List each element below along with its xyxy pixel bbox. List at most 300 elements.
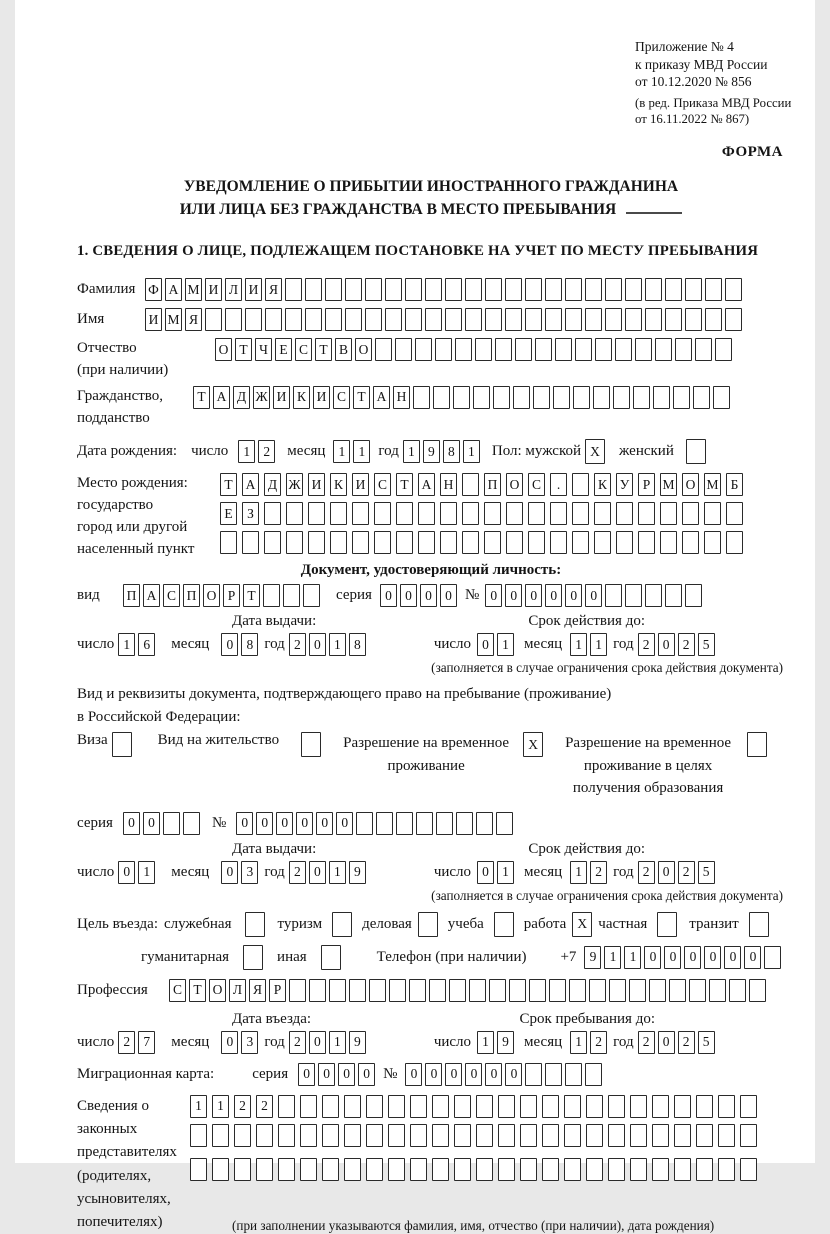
char-box[interactable] [212, 1124, 229, 1147]
char-box[interactable] [432, 1095, 449, 1118]
char-box[interactable] [440, 502, 457, 525]
char-box[interactable]: 1 [329, 861, 346, 884]
char-box[interactable] [608, 1158, 625, 1181]
char-box[interactable]: 1 [604, 946, 621, 969]
char-box[interactable] [565, 1063, 582, 1086]
char-box[interactable] [286, 531, 303, 554]
char-box[interactable] [629, 979, 646, 1002]
char-box[interactable] [509, 979, 526, 1002]
char-box[interactable]: Т [353, 386, 370, 409]
char-box[interactable] [625, 308, 642, 331]
char-box[interactable]: С [163, 584, 180, 607]
char-box[interactable]: 1 [333, 440, 350, 463]
char-box[interactable] [344, 1158, 361, 1181]
char-box[interactable] [489, 979, 506, 1002]
char-box[interactable] [573, 386, 590, 409]
char-box[interactable]: 7 [138, 1031, 155, 1054]
char-box[interactable]: 0 [505, 1063, 522, 1086]
char-box[interactable]: 0 [704, 946, 721, 969]
char-box[interactable] [564, 1095, 581, 1118]
char-box[interactable]: М [165, 308, 182, 331]
char-box[interactable] [718, 1124, 735, 1147]
char-box[interactable]: 1 [329, 633, 346, 656]
char-box[interactable]: З [242, 502, 259, 525]
char-box[interactable] [638, 502, 655, 525]
char-box[interactable] [305, 308, 322, 331]
char-box[interactable] [243, 945, 263, 970]
char-box[interactable] [462, 502, 479, 525]
char-box[interactable] [528, 502, 545, 525]
char-box[interactable]: 1 [477, 1031, 494, 1054]
char-box[interactable]: 0 [316, 812, 333, 835]
char-box[interactable]: С [374, 473, 391, 496]
char-box[interactable] [356, 812, 373, 835]
char-box[interactable]: 1 [590, 633, 607, 656]
char-box[interactable]: И [352, 473, 369, 496]
char-box[interactable]: М [185, 278, 202, 301]
char-box[interactable] [462, 531, 479, 554]
char-box[interactable]: П [123, 584, 140, 607]
char-box[interactable] [322, 1095, 339, 1118]
char-box[interactable]: Т [220, 473, 237, 496]
char-box[interactable] [674, 1158, 691, 1181]
char-box[interactable] [674, 1124, 691, 1147]
char-box[interactable] [715, 338, 732, 361]
char-box[interactable]: 0 [440, 584, 457, 607]
char-box[interactable]: О [209, 979, 226, 1002]
char-box[interactable]: А [418, 473, 435, 496]
char-box[interactable] [564, 1158, 581, 1181]
char-box[interactable]: 9 [349, 861, 366, 884]
char-box[interactable] [454, 1124, 471, 1147]
char-box[interactable] [498, 1095, 515, 1118]
char-box[interactable]: 0 [658, 633, 675, 656]
char-box[interactable] [652, 1095, 669, 1118]
char-box[interactable]: 0 [525, 584, 542, 607]
char-box[interactable] [289, 979, 306, 1002]
char-box[interactable]: 0 [724, 946, 741, 969]
char-box[interactable]: 1 [463, 440, 480, 463]
char-box[interactable]: Т [243, 584, 260, 607]
char-box[interactable]: 1 [624, 946, 641, 969]
char-box[interactable] [635, 338, 652, 361]
char-box[interactable]: 0 [296, 812, 313, 835]
char-box[interactable]: В [335, 338, 352, 361]
char-box[interactable] [234, 1158, 251, 1181]
char-box[interactable] [605, 278, 622, 301]
char-box[interactable] [410, 1095, 427, 1118]
char-box[interactable] [609, 979, 626, 1002]
char-box[interactable]: X [572, 912, 592, 937]
char-box[interactable] [493, 386, 510, 409]
char-box[interactable]: А [373, 386, 390, 409]
char-box[interactable]: 0 [420, 584, 437, 607]
char-box[interactable]: Ф [145, 278, 162, 301]
char-box[interactable] [572, 531, 589, 554]
char-box[interactable]: Б [726, 473, 743, 496]
char-box[interactable] [725, 278, 742, 301]
char-box[interactable]: 8 [349, 633, 366, 656]
char-box[interactable] [163, 812, 180, 835]
char-box[interactable]: С [333, 386, 350, 409]
char-box[interactable] [674, 1095, 691, 1118]
char-box[interactable]: Я [265, 278, 282, 301]
char-box[interactable]: 9 [497, 1031, 514, 1054]
char-box[interactable] [454, 1095, 471, 1118]
char-box[interactable] [725, 308, 742, 331]
char-box[interactable]: 1 [238, 440, 255, 463]
char-box[interactable]: И [313, 386, 330, 409]
char-box[interactable] [366, 1124, 383, 1147]
char-box[interactable] [365, 308, 382, 331]
char-box[interactable] [695, 338, 712, 361]
char-box[interactable]: 5 [698, 861, 715, 884]
char-box[interactable] [190, 1124, 207, 1147]
char-box[interactable]: 0 [664, 946, 681, 969]
char-box[interactable] [594, 502, 611, 525]
char-box[interactable] [405, 308, 422, 331]
char-box[interactable] [476, 1158, 493, 1181]
char-box[interactable] [575, 338, 592, 361]
char-box[interactable]: 0 [298, 1063, 315, 1086]
char-box[interactable] [645, 308, 662, 331]
char-box[interactable]: 0 [336, 812, 353, 835]
char-box[interactable] [726, 531, 743, 554]
char-box[interactable] [749, 979, 766, 1002]
char-box[interactable]: И [273, 386, 290, 409]
char-box[interactable]: Д [233, 386, 250, 409]
char-box[interactable]: 0 [405, 1063, 422, 1086]
char-box[interactable] [418, 912, 438, 937]
char-box[interactable] [234, 1124, 251, 1147]
char-box[interactable]: 0 [338, 1063, 355, 1086]
char-box[interactable] [303, 584, 320, 607]
char-box[interactable]: 0 [221, 1031, 238, 1054]
char-box[interactable] [585, 278, 602, 301]
char-box[interactable] [653, 386, 670, 409]
char-box[interactable]: Ж [286, 473, 303, 496]
char-box[interactable] [425, 308, 442, 331]
char-box[interactable] [352, 502, 369, 525]
char-box[interactable] [212, 1158, 229, 1181]
char-box[interactable] [285, 278, 302, 301]
char-box[interactable] [332, 912, 352, 937]
char-box[interactable]: 2 [678, 861, 695, 884]
char-box[interactable] [496, 812, 513, 835]
char-box[interactable]: 9 [349, 1031, 366, 1054]
char-box[interactable]: 0 [425, 1063, 442, 1086]
char-box[interactable]: 2 [234, 1095, 251, 1118]
char-box[interactable]: 0 [445, 1063, 462, 1086]
char-box[interactable] [190, 1158, 207, 1181]
char-box[interactable]: А [143, 584, 160, 607]
char-box[interactable] [705, 308, 722, 331]
char-box[interactable]: С [528, 473, 545, 496]
char-box[interactable] [545, 308, 562, 331]
char-box[interactable]: О [682, 473, 699, 496]
char-box[interactable] [549, 979, 566, 1002]
char-box[interactable] [605, 584, 622, 607]
char-box[interactable] [608, 1095, 625, 1118]
char-box[interactable] [425, 278, 442, 301]
char-box[interactable]: 9 [584, 946, 601, 969]
char-box[interactable] [565, 278, 582, 301]
char-box[interactable] [740, 1158, 757, 1181]
char-box[interactable] [396, 531, 413, 554]
char-box[interactable]: 0 [465, 1063, 482, 1086]
char-box[interactable]: 1 [212, 1095, 229, 1118]
char-box[interactable] [525, 278, 542, 301]
char-box[interactable] [325, 308, 342, 331]
char-box[interactable]: 5 [698, 1031, 715, 1054]
char-box[interactable]: 5 [698, 633, 715, 656]
char-box[interactable] [418, 531, 435, 554]
char-box[interactable] [585, 1063, 602, 1086]
char-box[interactable] [476, 1124, 493, 1147]
char-box[interactable]: А [213, 386, 230, 409]
char-box[interactable]: 2 [678, 633, 695, 656]
char-box[interactable] [594, 531, 611, 554]
char-box[interactable] [462, 473, 479, 496]
char-box[interactable]: К [330, 473, 347, 496]
char-box[interactable] [593, 386, 610, 409]
char-box[interactable] [286, 502, 303, 525]
char-box[interactable]: 1 [570, 1031, 587, 1054]
char-box[interactable]: 0 [236, 812, 253, 835]
char-box[interactable] [709, 979, 726, 1002]
char-box[interactable]: 0 [477, 633, 494, 656]
char-box[interactable] [242, 531, 259, 554]
char-box[interactable] [445, 308, 462, 331]
char-box[interactable] [308, 531, 325, 554]
char-box[interactable] [506, 531, 523, 554]
char-box[interactable]: О [355, 338, 372, 361]
char-box[interactable]: 2 [638, 633, 655, 656]
char-box[interactable] [505, 308, 522, 331]
char-box[interactable] [535, 338, 552, 361]
char-box[interactable]: 1 [329, 1031, 346, 1054]
char-box[interactable]: Т [235, 338, 252, 361]
char-box[interactable] [365, 278, 382, 301]
char-box[interactable]: П [484, 473, 501, 496]
char-box[interactable] [396, 812, 413, 835]
char-box[interactable] [608, 1124, 625, 1147]
char-box[interactable] [555, 338, 572, 361]
char-box[interactable] [245, 308, 262, 331]
char-box[interactable] [112, 732, 132, 757]
char-box[interactable]: Л [225, 278, 242, 301]
char-box[interactable] [440, 531, 457, 554]
char-box[interactable]: 0 [658, 1031, 675, 1054]
char-box[interactable] [433, 386, 450, 409]
char-box[interactable] [418, 502, 435, 525]
char-box[interactable] [322, 1124, 339, 1147]
char-box[interactable] [301, 732, 321, 757]
char-box[interactable] [685, 278, 702, 301]
char-box[interactable] [344, 1124, 361, 1147]
char-box[interactable] [565, 308, 582, 331]
char-box[interactable] [205, 308, 222, 331]
char-box[interactable] [473, 386, 490, 409]
char-box[interactable]: 0 [400, 584, 417, 607]
char-box[interactable] [685, 584, 702, 607]
char-box[interactable] [416, 812, 433, 835]
char-box[interactable] [649, 979, 666, 1002]
char-box[interactable]: 0 [485, 1063, 502, 1086]
char-box[interactable] [652, 1158, 669, 1181]
char-box[interactable]: 0 [221, 861, 238, 884]
char-box[interactable]: X [523, 732, 543, 757]
char-box[interactable] [410, 1158, 427, 1181]
char-box[interactable] [352, 531, 369, 554]
char-box[interactable]: 1 [138, 861, 155, 884]
char-box[interactable] [616, 531, 633, 554]
char-box[interactable] [278, 1095, 295, 1118]
char-box[interactable] [465, 308, 482, 331]
char-box[interactable] [245, 912, 265, 937]
char-box[interactable]: 1 [118, 633, 135, 656]
char-box[interactable]: Р [638, 473, 655, 496]
char-box[interactable]: 1 [403, 440, 420, 463]
char-box[interactable] [264, 531, 281, 554]
char-box[interactable] [283, 584, 300, 607]
char-box[interactable] [542, 1158, 559, 1181]
char-box[interactable] [305, 278, 322, 301]
char-box[interactable] [256, 1158, 273, 1181]
char-box[interactable] [605, 308, 622, 331]
char-box[interactable] [704, 531, 721, 554]
char-box[interactable]: 2 [678, 1031, 695, 1054]
char-box[interactable] [515, 338, 532, 361]
char-box[interactable] [484, 502, 501, 525]
char-box[interactable] [542, 1095, 559, 1118]
char-box[interactable] [485, 308, 502, 331]
char-box[interactable] [453, 386, 470, 409]
char-box[interactable] [665, 278, 682, 301]
char-box[interactable] [726, 502, 743, 525]
char-box[interactable]: О [215, 338, 232, 361]
char-box[interactable] [278, 1124, 295, 1147]
char-box[interactable] [345, 278, 362, 301]
char-box[interactable]: 1 [497, 633, 514, 656]
char-box[interactable] [682, 502, 699, 525]
char-box[interactable]: И [205, 278, 222, 301]
char-box[interactable] [498, 1158, 515, 1181]
char-box[interactable]: И [145, 308, 162, 331]
char-box[interactable]: 2 [118, 1031, 135, 1054]
char-box[interactable]: Т [193, 386, 210, 409]
char-box[interactable] [550, 502, 567, 525]
char-box[interactable]: Н [440, 473, 457, 496]
char-box[interactable] [529, 979, 546, 1002]
char-box[interactable] [330, 502, 347, 525]
char-box[interactable]: 0 [256, 812, 273, 835]
char-box[interactable] [525, 1063, 542, 1086]
char-box[interactable] [309, 979, 326, 1002]
char-box[interactable] [220, 531, 237, 554]
char-box[interactable] [429, 979, 446, 1002]
char-box[interactable] [682, 531, 699, 554]
char-box[interactable] [285, 308, 302, 331]
char-box[interactable] [638, 531, 655, 554]
char-box[interactable]: 0 [380, 584, 397, 607]
char-box[interactable]: Р [269, 979, 286, 1002]
char-box[interactable] [520, 1158, 537, 1181]
char-box[interactable] [660, 531, 677, 554]
char-box[interactable] [686, 439, 706, 464]
char-box[interactable]: 0 [309, 633, 326, 656]
char-box[interactable] [660, 502, 677, 525]
char-box[interactable]: Я [249, 979, 266, 1002]
char-box[interactable]: 2 [289, 1031, 306, 1054]
char-box[interactable]: 8 [443, 440, 460, 463]
char-box[interactable]: 0 [358, 1063, 375, 1086]
char-box[interactable]: У [616, 473, 633, 496]
char-box[interactable] [374, 502, 391, 525]
char-box[interactable]: 2 [638, 1031, 655, 1054]
char-box[interactable] [413, 386, 430, 409]
char-box[interactable]: Т [315, 338, 332, 361]
char-box[interactable] [385, 278, 402, 301]
char-box[interactable]: 0 [644, 946, 661, 969]
char-box[interactable] [693, 386, 710, 409]
char-box[interactable]: Л [229, 979, 246, 1002]
char-box[interactable] [506, 502, 523, 525]
char-box[interactable] [520, 1095, 537, 1118]
char-box[interactable] [625, 278, 642, 301]
char-box[interactable]: 3 [241, 1031, 258, 1054]
char-box[interactable]: Т [189, 979, 206, 1002]
char-box[interactable] [278, 1158, 295, 1181]
char-box[interactable] [265, 308, 282, 331]
char-box[interactable] [330, 531, 347, 554]
char-box[interactable] [256, 1124, 273, 1147]
char-box[interactable] [630, 1095, 647, 1118]
char-box[interactable] [410, 1124, 427, 1147]
char-box[interactable]: 1 [497, 861, 514, 884]
char-box[interactable]: 6 [138, 633, 155, 656]
char-box[interactable]: С [169, 979, 186, 1002]
char-box[interactable]: М [660, 473, 677, 496]
char-box[interactable]: Я [185, 308, 202, 331]
char-box[interactable] [396, 502, 413, 525]
char-box[interactable] [389, 979, 406, 1002]
char-box[interactable] [494, 912, 514, 937]
char-box[interactable] [456, 812, 473, 835]
char-box[interactable] [436, 812, 453, 835]
char-box[interactable] [586, 1124, 603, 1147]
char-box[interactable] [405, 278, 422, 301]
char-box[interactable] [476, 812, 493, 835]
char-box[interactable]: 0 [276, 812, 293, 835]
char-box[interactable]: 1 [570, 633, 587, 656]
char-box[interactable] [665, 308, 682, 331]
char-box[interactable]: 0 [118, 861, 135, 884]
char-box[interactable] [586, 1158, 603, 1181]
char-box[interactable] [586, 1095, 603, 1118]
char-box[interactable] [569, 979, 586, 1002]
char-box[interactable]: Р [223, 584, 240, 607]
char-box[interactable] [505, 278, 522, 301]
char-box[interactable] [713, 386, 730, 409]
char-box[interactable] [718, 1095, 735, 1118]
char-box[interactable]: 0 [485, 584, 502, 607]
char-box[interactable]: 0 [505, 584, 522, 607]
char-box[interactable] [525, 308, 542, 331]
char-box[interactable] [376, 812, 393, 835]
char-box[interactable]: О [506, 473, 523, 496]
char-box[interactable] [322, 1158, 339, 1181]
